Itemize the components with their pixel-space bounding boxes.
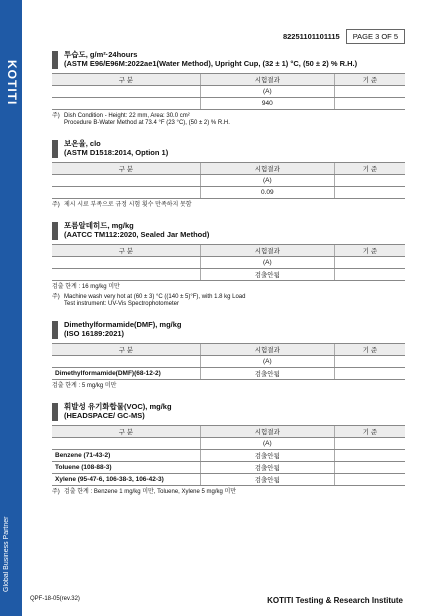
note-text: 제시 시료 부족으로 규정 시험 횟수 만족하지 못함: [64, 202, 192, 208]
result-value: 검출안됨: [200, 269, 334, 281]
result-value: 검출안됨: [200, 474, 334, 486]
report-header: [283, 29, 405, 44]
section-method: (HEADSPACE/ GC-MS): [64, 411, 145, 420]
note-label: 주): [52, 202, 60, 208]
col-criteria: 기 준: [334, 344, 405, 356]
form-code: QPF-18-05(rev.32): [30, 596, 80, 602]
section-method: (ASTM E96/E96M:2022ae1(Water Method), Upright Cup, (32 ± 1) °C, (50 ± 2) % R.H.): [64, 59, 358, 68]
sample-id: (A): [200, 356, 334, 368]
results-table: [52, 244, 405, 281]
section-title: [52, 139, 405, 158]
sidebar-band: [0, 0, 22, 616]
note: [52, 202, 405, 209]
section-marker: [52, 140, 58, 158]
col-item: 구 분: [52, 163, 200, 175]
note-text: Dish Condition - Height: 22 mm, Area: 30.0 cm²: [64, 113, 190, 119]
section-marker: [52, 51, 58, 69]
sample-id: (A): [200, 257, 334, 269]
result-value: 검출안됨: [200, 462, 334, 474]
result-value: 검출안됨: [200, 368, 334, 380]
col-item: 구 분: [52, 245, 200, 257]
note-text: Procedure B-Water Method at 73.4 °F (23 °C), (50 ± 2) % R.H.: [64, 120, 230, 126]
section-title: [52, 221, 405, 240]
note-text: Machine wash very hot at (60 ± 3) °C ((140 ± 5)°F), with 1.8 kg Load: [64, 294, 246, 300]
note-text: Test instrument: UV-Vis Spectrophotometer: [64, 301, 179, 307]
sample-id: (A): [200, 86, 334, 98]
report-body: [52, 46, 405, 496]
col-criteria: 기 준: [334, 74, 405, 86]
section-method: (ISO 16189:2021): [64, 329, 125, 338]
results-table: [52, 73, 405, 110]
results-table: [52, 162, 405, 199]
note-label: 주): [52, 294, 60, 300]
col-result: 시험결과: [200, 344, 334, 356]
results-table: [52, 425, 405, 486]
analyte-label: Xylene (95-47-6, 106-38-3, 106-42-3): [52, 474, 200, 486]
section-title: [52, 50, 405, 69]
col-item: 구 분: [52, 426, 200, 438]
note: [52, 489, 405, 496]
analyte-label: Dimethylformamide(DMF)(68-12-2): [52, 368, 200, 380]
sidebar-tagline: Global Business Partner: [3, 516, 10, 592]
analyte-label: Benzene (71-43-2): [52, 450, 200, 462]
section-name: 보온율, clo: [64, 139, 101, 148]
col-result: 시험결과: [200, 163, 334, 175]
section-title: [52, 402, 405, 421]
institute-name: KOTITI Testing & Research Institute: [267, 596, 403, 605]
section-name: 포름알데히드, mg/kg: [64, 221, 134, 230]
note-label: 주): [52, 489, 60, 495]
section-marker: [52, 222, 58, 240]
kotiti-logo: KOTITI: [5, 60, 19, 106]
section-marker: [52, 403, 58, 421]
note: [52, 294, 405, 308]
section-marker: [52, 321, 58, 339]
analyte-label: Toluene (108-88-3): [52, 462, 200, 474]
section-name: Dimethylformamide(DMF), mg/kg: [64, 320, 182, 329]
col-result: 시험결과: [200, 245, 334, 257]
section-name: 휘발성 유기화합물(VOC), mg/kg: [64, 402, 172, 411]
sample-id: (A): [200, 175, 334, 187]
result-value: 940: [200, 98, 334, 110]
section-title: [52, 320, 405, 339]
note-text: 검출 한계 : Benzene 1 mg/kg 미만, Toluene, Xylene 5 mg/kg 미만: [64, 489, 237, 495]
report-number: 82251101101115: [282, 32, 340, 41]
section-method: (AATCC TM112:2020, Sealed Jar Method): [64, 230, 210, 239]
col-criteria: 기 준: [334, 245, 405, 257]
col-result: 시험결과: [200, 426, 334, 438]
page-indicator: PAGE 3 OF 5: [346, 29, 405, 44]
col-criteria: 기 준: [334, 426, 405, 438]
result-value: 0.09: [200, 187, 334, 199]
note: [52, 113, 405, 127]
note-label: 주): [52, 113, 60, 119]
col-criteria: 기 준: [334, 163, 405, 175]
col-item: 구 분: [52, 344, 200, 356]
detection-limit: 검출 한계 : 16 mg/kg 미만: [52, 284, 120, 290]
result-value: 검출안됨: [200, 450, 334, 462]
results-table: [52, 343, 405, 380]
col-item: 구 분: [52, 74, 200, 86]
detection-limit: 검출 한계 : 5 mg/kg 미만: [52, 383, 117, 389]
section-method: (ASTM D1518:2014, Option 1): [64, 148, 169, 157]
section-name: 투습도, g/m²·24hours: [64, 50, 138, 59]
sample-id: (A): [200, 438, 334, 450]
col-result: 시험결과: [200, 74, 334, 86]
